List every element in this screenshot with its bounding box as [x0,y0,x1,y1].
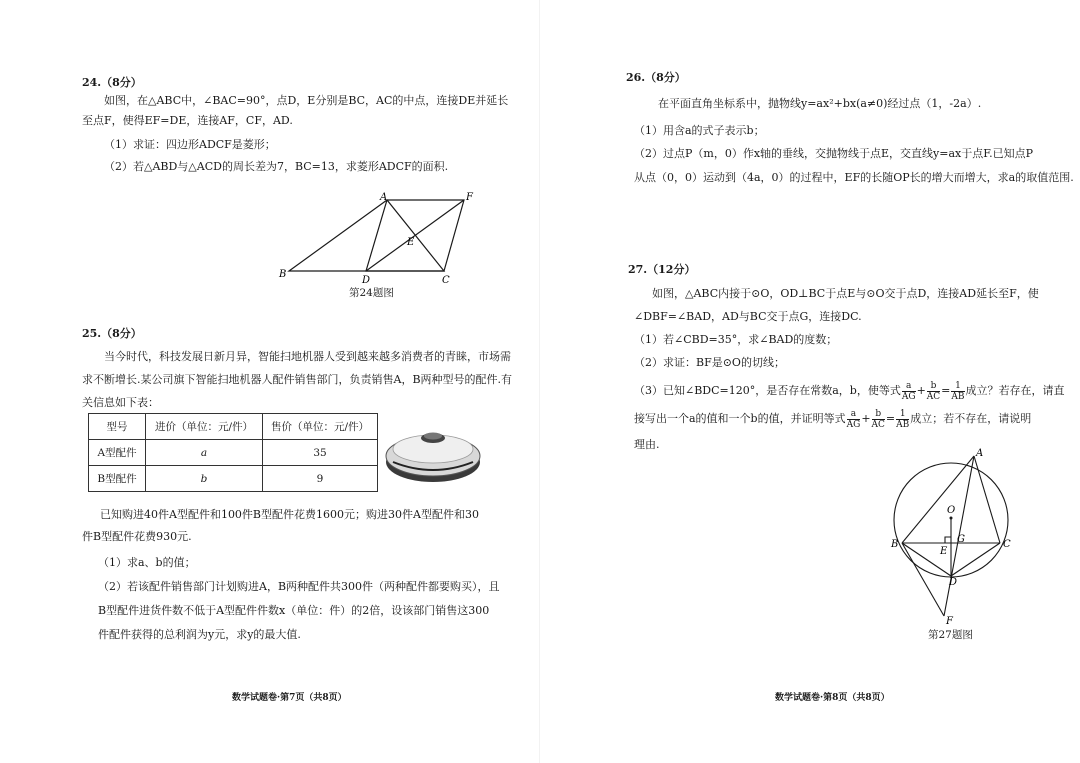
q26-part2a: （2）过点P（m，0）作x轴的垂线，交抛物线于点E，交直线y=ax于点F.已知点P [634,147,1034,160]
table-row [89,440,378,466]
table-cell: b [146,466,263,492]
frac-num: b [927,381,940,392]
q27-part3-line1 [634,378,1065,404]
frac-den: AG [846,419,861,430]
plus-sign: + [861,412,871,425]
label-a: A [976,448,984,459]
q26-line1: 在平面直角坐标系中，抛物线y=ax²+bx(a≠0)经过点（1，-2a）. [658,97,982,110]
label-d: D [362,275,371,286]
segment-bf [902,543,944,616]
frac-den: AC [926,391,941,402]
q27-part3-line2-pre: 接写出一个a的值和一个b的值，并证明等式 [634,412,846,425]
fraction-b-over-ac [927,381,940,402]
q27-part3-line2 [634,406,1031,432]
q27-figure-caption: 第27题图 [928,629,973,641]
q25-line5: 件B型配件花费930元. [82,530,192,543]
q24-part1: （1）求证：四边形ADCF是菱形； [104,138,276,151]
frac-num: a [902,381,916,392]
frac-num: b [872,409,885,420]
q25-part2b: B型配件进货件数不低于A型配件件数x（单位：件）的2倍，设该部门销售这300 [98,604,490,617]
q27-line1: 如图，△ABC内接于⊙O，OD⊥BC于点E与⊙O交于点D，连接AD延长至F，使 [652,287,1039,300]
q27-part3-pre: （3）已知∠BDC=120°，是否存在常数a，b，使等式 [634,384,901,397]
table-cell: a [146,440,263,466]
table-cell: A型配件 [89,440,146,466]
q26-header: 26.（8分） [626,71,686,84]
q25-line1: 当今时代，科技发展日新月异，智能扫地机器人受到越来越多消费者的青睐，市场需 [104,350,511,363]
q24-line2: 至点F，使得EF=DE，连接AF，CF，AD. [82,114,293,127]
q24-figure-caption: 第24题图 [349,287,394,299]
label-b: B [279,269,287,280]
frac-num: a [847,409,861,420]
q25-part2a: （2）若该配件销售部门计划购进A，B两种配件共300件（两种配件都要购买），且 [98,580,500,593]
q24-header: 24.（8分） [82,76,142,89]
q27-part3-line2-post: 成立；若不存在，请说明 [910,412,1032,425]
table-header: 型号 [89,414,146,440]
equals-sign: = [941,384,951,397]
label-e: E [407,237,415,248]
q27-part2: （2）求证：BF是⊙O的切线； [634,356,785,369]
table-row [89,466,378,492]
q25-line3: 关信息如下表： [82,396,159,409]
fraction-b-over-ac [872,409,885,430]
q25-part1: （1）求a、b的值； [98,556,196,569]
table-cell: 35 [263,440,378,466]
fraction-a-over-ag [847,409,861,430]
table-header-row [89,414,378,440]
q27-part1: （1）若∠CBD=35°，求∠BAD的度数； [634,333,838,346]
equals-sign: = [885,412,896,425]
q25-line4: 已知购进40件A型配件和100件B型配件花费1600元；购进30件A型配件和30 [100,508,479,521]
q27-part3-post: 成立？若存在，请直 [965,384,1065,397]
segment-df [366,200,464,271]
label-f: F [466,192,473,203]
plus-sign: + [916,384,926,397]
left-footer: 数学试题卷·第7页（共8页） [232,693,347,703]
fraction-1-over-ab [951,381,964,402]
table-cell: 9 [263,466,378,492]
frac-den: AG [901,391,916,402]
q27-line2: ∠DBF=∠BAD，AD与BC交于点G，连接DC. [634,310,862,323]
frac-num: 1 [896,409,909,420]
q26-part1: （1）用含a的式子表示b； [634,124,765,137]
label-d: D [949,577,958,588]
fraction-a-over-ag [902,381,916,402]
segment-ab [902,456,974,543]
right-angle-mark [945,537,951,543]
q24-part2: （2）若△ABD与△ACD的周长差为7，BC=13，求菱形ADCF的面积. [104,160,449,173]
fraction-1-over-ab [896,409,909,430]
triangle-abc [289,200,444,271]
q24-line1: 如图，在△ABC中，∠BAC=90°，点D，E分别是BC，AC的中点，连接DE并延长 [104,94,509,107]
frac-den: AC [871,419,885,430]
label-b: B [891,539,899,550]
label-c: C [442,275,450,286]
frac-den: AB [951,391,965,402]
q27-figure [888,446,1018,626]
q24-figure [270,188,490,288]
q27-header: 27.（12分） [628,263,696,276]
frac-den: AB [896,419,910,430]
right-page [540,0,1080,763]
frac-num: 1 [951,381,964,392]
q25-header: 25.（8分） [82,327,142,340]
label-g: G [957,534,965,545]
table-header: 售价（单位：元/件） [263,414,378,440]
price-table [88,413,378,492]
q25-part2c: 件配件获得的总利润为y元，求y的最大值. [98,628,301,641]
label-c: C [1003,539,1011,550]
q26-part2b: 从点（0，0）运动到（4a，0）的过程中，EF的长随OP长的增大而增大，求a的取值范围. [634,171,1074,184]
label-o: O [947,505,956,516]
label-a: A [380,192,388,203]
table-cell: B型配件 [89,466,146,492]
segment-ac [974,456,1000,543]
label-e: E [940,546,948,557]
right-footer: 数学试题卷·第8页（共8页） [775,693,890,703]
q25-line2: 求不断增长.某公司旗下智能扫地机器人配件销售部门，负责销售A，B两种型号的配件.有 [82,373,513,386]
label-f: F [946,616,953,626]
robot-vacuum-image [383,416,483,488]
table-header: 进价（单位：元/件） [146,414,263,440]
q27-part3-line3: 理由. [634,438,660,451]
center-dot [950,517,953,520]
